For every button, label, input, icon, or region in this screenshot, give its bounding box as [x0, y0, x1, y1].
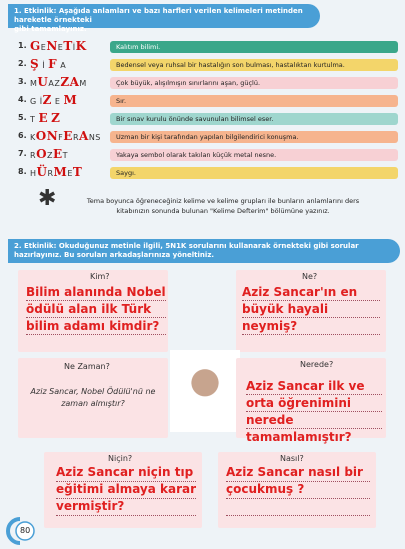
word-row-3	[18, 76, 396, 90]
answer-ne: Aziz Sancar'ın en büyük hayali neymiş?	[242, 285, 358, 333]
dotted-line	[56, 498, 196, 499]
completed-word: G İZ E M	[30, 93, 78, 107]
answer-nerede: Aziz Sancar ilk ve orta öğrenimini nerede tamamlamıştır?	[246, 379, 365, 444]
definition-box: Bedensel veya ruhsal bir hastalığın son bulması, hastalıktan kurtulma.	[110, 59, 398, 71]
word-row-5	[18, 112, 396, 126]
exercise-1-title-line2: gibi tamamlayınız.	[14, 25, 87, 33]
dotted-line	[242, 334, 380, 335]
row-number: 2.	[18, 59, 27, 68]
note-line1: Tema boyunca öğreneceğiniz kelime ve kelime grupları ile bunların anlamlarını ders	[86, 197, 360, 205]
definition-box: Saygı.	[110, 167, 398, 179]
row-number: 4.	[18, 95, 27, 104]
dotted-line	[242, 300, 380, 301]
completed-word: Ş İ F A	[30, 57, 67, 71]
row-number: 3.	[18, 77, 27, 86]
answer-nasil: Aziz Sancar nasıl bir çocukmuş ?	[226, 465, 363, 496]
dotted-line	[56, 481, 196, 482]
dotted-line	[226, 515, 370, 516]
dotted-line	[246, 394, 382, 395]
dotted-line	[26, 300, 166, 301]
completed-word: KONFERANS	[30, 129, 101, 143]
dotted-line	[246, 411, 382, 412]
row-number: 7.	[18, 149, 27, 158]
label-ne: Ne?	[302, 272, 318, 281]
word-row-8	[18, 166, 396, 180]
dotted-line	[26, 317, 166, 318]
word-row-2	[18, 58, 396, 72]
page-number: 80	[20, 526, 31, 535]
dotted-line	[226, 498, 370, 499]
label-kim: Kim?	[90, 272, 110, 281]
example-ne-zaman: Aziz Sancar, Nobel Ödülü'nü ne zaman almıştır?	[30, 387, 156, 408]
word-row-1	[18, 40, 396, 54]
asterisk-icon: ✱	[38, 186, 57, 211]
definition-box: Kalıtım bilimi.	[110, 41, 398, 53]
completed-word: GENETİK	[30, 39, 87, 53]
answer-nicin: Aziz Sancar niçin tıp eğitimi almaya karar vermiştir?	[56, 465, 197, 513]
definition-box: Yakaya sembol olarak takılan küçük metal nesne.	[110, 149, 398, 161]
exercise-2-title-line1: 2. Etkinlik: Okuduğunuz metinle ilgili, 5N1K sorularını kullanarak örnekteki gibi sorular	[14, 242, 359, 250]
word-row-7	[18, 148, 396, 162]
definition-box: Çok büyük, alışılmışın sınırlarını aşan, güçlü.	[110, 77, 398, 89]
row-number: 8.	[18, 167, 27, 176]
definition-box: Sır.	[110, 95, 398, 107]
completed-word: ROZET	[30, 147, 69, 161]
word-row-4	[18, 94, 396, 108]
exercise-2-title-line2: hazırlayınız. Bu soruları arkadaşlarınıza yöneltiniz.	[14, 251, 215, 259]
portrait-photo	[170, 350, 240, 432]
exercise-2-banner	[8, 239, 400, 263]
note-line2: kitabınızın sonunda bulunan "Kelime Defterim" bölümüne yazınız.	[116, 207, 330, 215]
label-nicin: Niçin?	[108, 454, 133, 463]
dotted-line	[246, 428, 382, 429]
label-ne-zaman: Ne Zaman?	[64, 362, 110, 371]
completed-word: HÜRMET	[30, 165, 83, 179]
exercise-1-title-line1: 1. Etkinlik: Aşağıda anlamları ve bazı harfleri verilen kelimeleri metinden hareketle örnekteki	[14, 7, 303, 24]
word-row-6	[18, 130, 396, 144]
completed-word: MUAZZAM	[30, 75, 87, 89]
dotted-line	[226, 481, 370, 482]
row-number: 1.	[18, 41, 27, 50]
dotted-line	[56, 515, 196, 516]
answer-kim: Bilim alanında Nobel ödülü alan ilk Türk bilim adamı kimdir?	[26, 285, 166, 333]
label-nasil: Nasıl?	[280, 454, 304, 463]
row-number: 5.	[18, 113, 27, 122]
exercise-1-banner	[8, 4, 320, 33]
definition-box: Bir sınav kurulu önünde savunulan bilimsel eser.	[110, 113, 398, 125]
completed-word: T E Z	[30, 111, 61, 125]
label-nerede: Nerede?	[300, 360, 334, 369]
row-number: 6.	[18, 131, 27, 140]
definition-box: Uzman bir kişi tarafından yapılan bilgilendirici konuşma.	[110, 131, 398, 143]
dotted-line	[242, 317, 380, 318]
vocabulary-note	[62, 196, 384, 216]
dotted-line	[26, 334, 166, 335]
